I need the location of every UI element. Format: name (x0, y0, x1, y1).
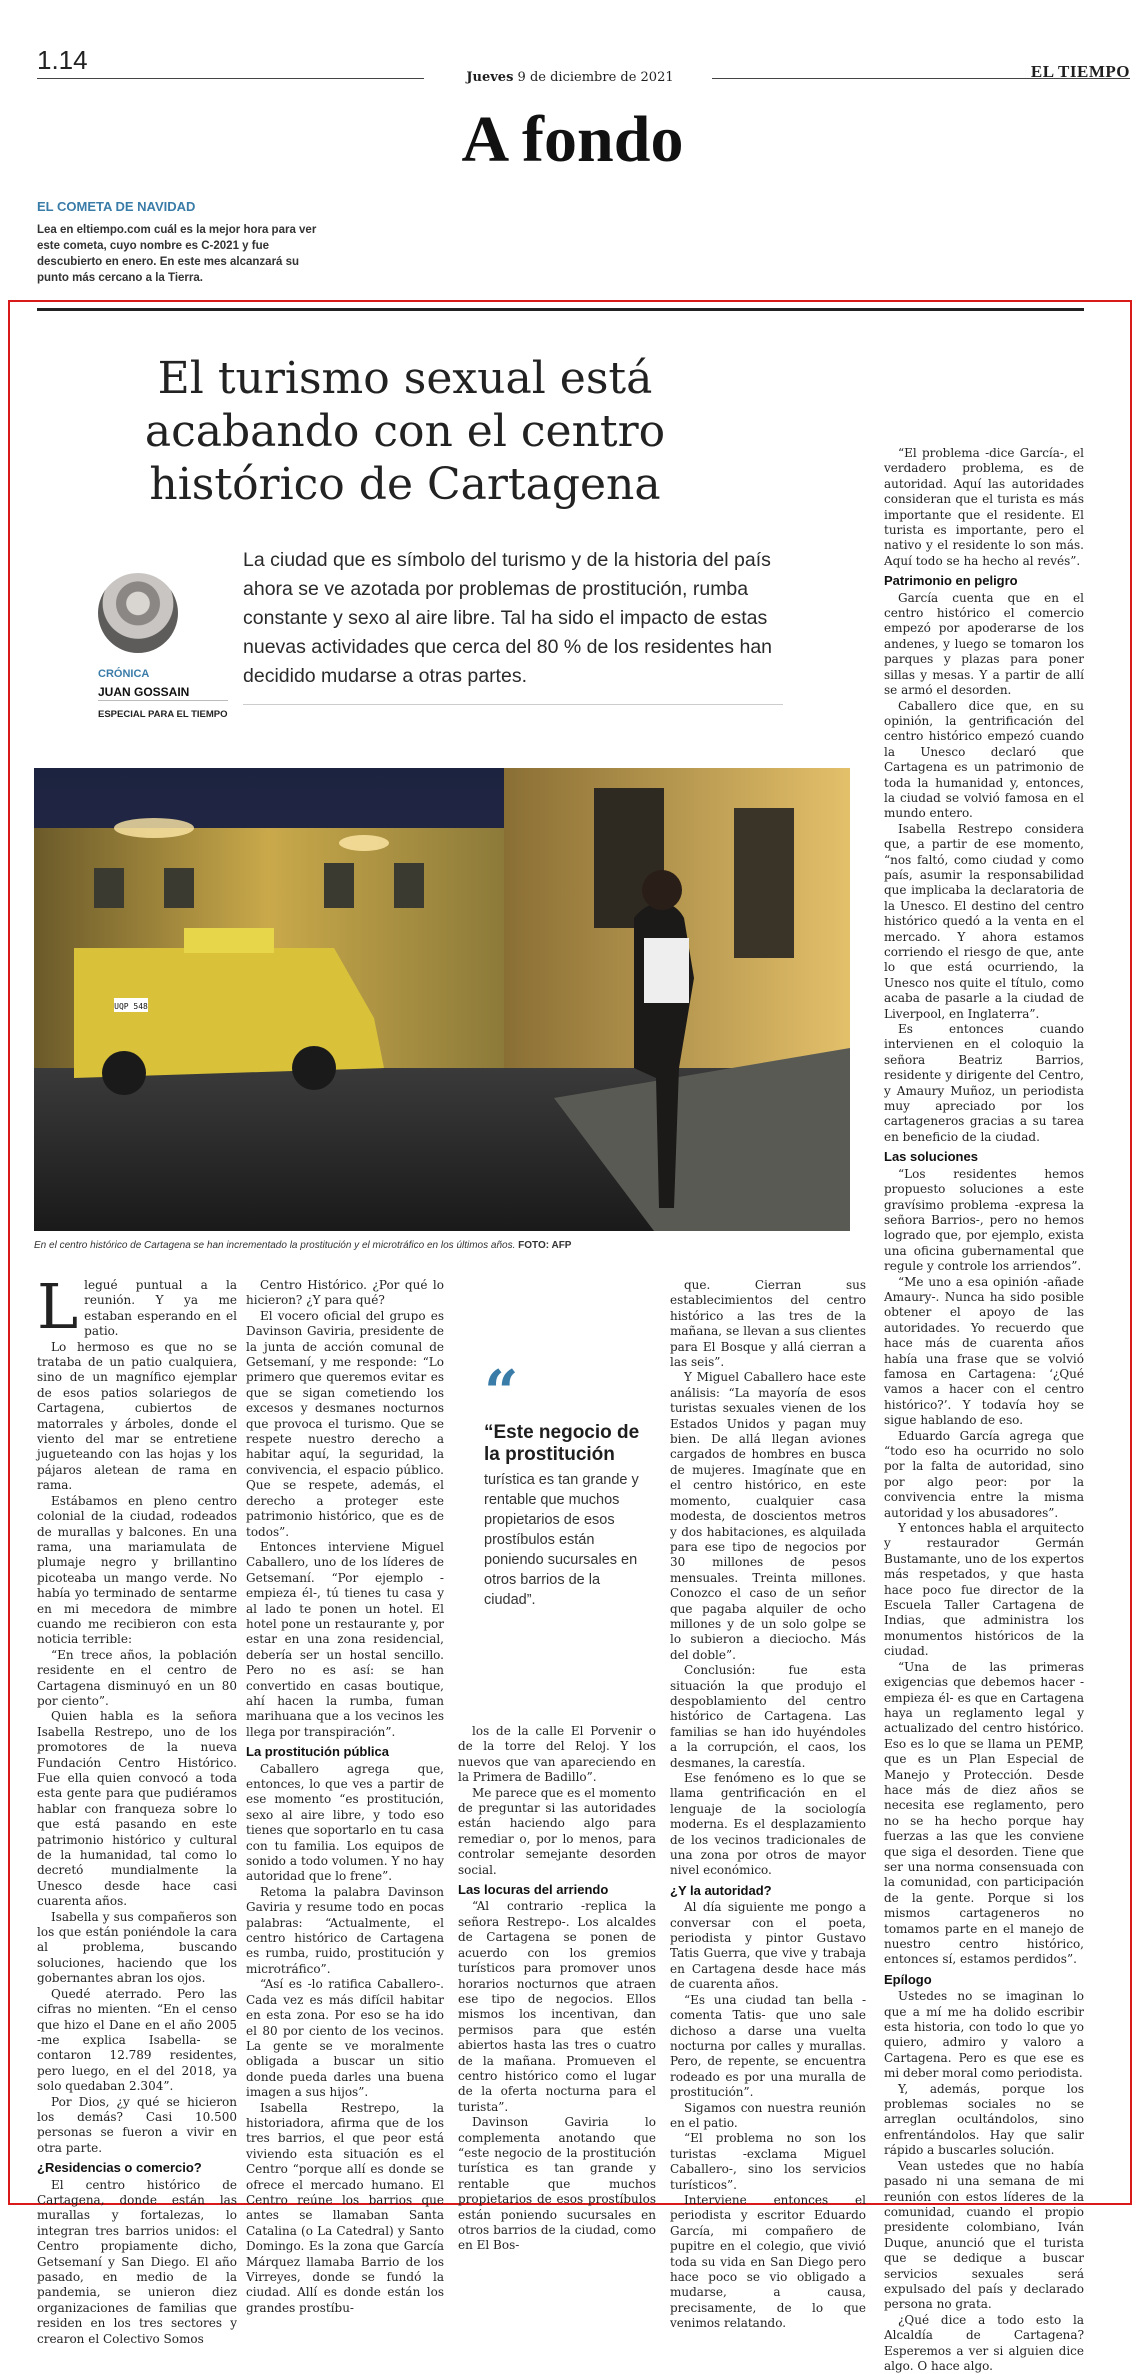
paragraph: Entonces interviene Miguel Caballero, uno de los líderes de Getsemaní. “Por ejemplo -empieza él-, tú tienes tu casa y al lado te ponen un hotel. El hotel pone un restaurante y, por estar en una zona residencial, debería ser un hostal sencillo. Pero no es así: se han convertido en casas boutique, ahí hacen la rumba, fuman marihuana que a los vecinos les llega por transpiración”. (246, 1539, 444, 1739)
paragraph: “Es una ciudad tan bella -comenta Tatis- que uno sale dichoso a darse una vuelta nocturna por calles y murallas. Pero, de repente, se encuentra rodeado es por una muralla de prostitución”. (670, 1992, 866, 2100)
article-column-2 (246, 1278, 444, 2316)
paragraph: El vocero oficial del grupo es Davinson Gaviria, presidente de la junta de acción comunal de Getsemaní, y me responde: “Lo primero que queremos evitar es que se sigan cometiendo los excesos y desmanes nocturnos que provoca el turismo. Que se respete nuestro derecho a habitar aquí, la seguridad, la convivencia, el espacio público. Que se respete, además, el derecho a proteger este patrimonio histórico, que es de todos”. (246, 1308, 444, 1539)
pull-quote (484, 1358, 642, 1610)
paragraph: “Al contrario -replica la señora Restrepo-. Los alcaldes de Cartagena se ponen de acuerdo con los gremios turísticos para promover unos horarios nocturnos que atraen ese tipo de negocios. Ellos mismos los incentivan, dan permisos para que estén abiertos hasta las tres o cuatro de la mañana. Promueven el centro histórico como el lugar de la oferta nocturna para el turista”. (458, 1899, 656, 2114)
paragraph: Por Dios, ¿y qué se hicieron los demás? Casi 10.500 personas se fueron a vivir en otra parte. (37, 2094, 237, 2155)
article-top-rule (37, 308, 1084, 311)
paragraph: Caballero agrega que, entonces, lo que ves a partir de ese momento “es prostitución, sexo al aire libre, y todo eso tienes que soportarlo en tu casa con tu familia. Los equipos de sonido a todo volumen. Y no hay autoridad que lo frene”. (246, 1761, 444, 1884)
byline-rule (98, 700, 228, 701)
publication-name: EL TIEMPO (1030, 62, 1130, 81)
paragraph: Quedé aterrado. Pero las cifras no mienten. “En el censo que hizo el Dane en el año 2005 -me explica Isabella- se contaron 12.789 residentes, pero luego, en el del 2018, ya solo quedaban 2.304”. (37, 1986, 237, 2094)
teaser-text: Lea en eltiempo.com cuál es la mejor hora para ver este cometa, cuyo nombre es C-2021 y fue descubierto en enero. En este mes alcanzará su punto más cercano a la Tierra. (37, 224, 317, 284)
paragraph: Ese fenómeno es lo que se llama gentrificación en el lenguaje de la sociología moderna. Es el desplazamiento de los vecinos tradicionales de una zona por otros de mayor nivel económico. (670, 1771, 866, 1878)
paragraph: Eduardo García agrega que “todo eso ha ocurrido no solo por la falta de autoridad, sino por algo peor: por la convivencia entre la misma autoridad y los abusadores”. (884, 1428, 1084, 1520)
paragraph: “El problema -dice García-, el verdadero problema, es de autoridad. Aquí las autoridades consideran que el turista es más importante que el residente. El turista es importante, pero el nativo y el residente lo son más. Aquí todo se ha hecho al revés”. (884, 446, 1084, 568)
paragraph: Y entonces habla el arquitecto y restaurador Germán Bustamante, uno de los expertos más respetados, y que hasta hace poco fue director de la Escuela Taller Cartagena de Indias, que administra los monumentos históricos de la ciudad. (884, 1521, 1084, 1659)
article-column-4 (670, 1278, 866, 2332)
paragraph: Y, además, porque los problemas sociales no se arreglan ocultándolos, sino enfrentándolos. Hay que salir rápido a buscarles solución. (884, 2081, 1084, 2158)
subheading: Las soluciones (884, 1149, 978, 1165)
subheading: La prostitución pública (246, 1744, 390, 1760)
paragraph: Centro Histórico. ¿Por qué lo hicieron? ¿Y para qué? (246, 1278, 444, 1308)
paragraph: Ustedes no se imaginan lo que a mí me ha dolido escribir esta historia, con todo lo que yo quiero, admiro y valoro a Cartagena. Pero es que ese es mi deber moral como periodista. (884, 1989, 1084, 2081)
paragraph: El centro histórico de Cartagena, donde están las murallas y fortalezas, lo integran tres barrios unidos: el Centro propiamente dicho, Getsemaní y San Diego. El año pasado, en medio de la pandemia, se unieron diez organizaciones de familias que residen en los tres sectores y crearon el Colectivo Somos (37, 2177, 237, 2346)
paragraph: Caballero dice que, en su opinión, la gentrificación del centro histórico empezó cuando la Unesco declaró que Cartagena es un patrimonio de toda la humanidad y, entonces, la ciudad se volvió famosa en el mundo entero. (884, 698, 1084, 821)
paragraph: Isabella Restrepo, la historiadora, afirma que de los tres barrios, el que peor está viviendo esta situación es el Centro “porque allí es donde se ofrece el mercado humano. El Centro reúne los barrios que antes se llamaban Santa Catalina (o La Catedral) y Santo Domingo. Es la zona que García Márquez llamaba Barrio de los Virreyes, donde se fundó la ciudad. Allí es donde están los grandes prostíbu- (246, 2100, 444, 2315)
paragraph: Isabella y sus compañeros son los que están poniéndole la cara al problema, buscando soluciones, haciendo que los gobernantes abran los ojos. (37, 1909, 237, 1986)
paragraph: Al día siguiente me pongo a conversar con el poeta, periodista y pintor Gustavo Tatis Guerra, que vive y trabaja en Cartagena desde hace más de cuarenta años. (670, 1900, 866, 1992)
paragraph: Llegué puntual a la reunión. Y ya me estaban esperando en el patio. (37, 1270, 237, 1343)
paragraph: que. Cierran sus establecimientos del centro histórico a las tres de la mañana, se llevan a sus clientes para El Bosque y allá cierran a las seis”. (670, 1278, 866, 1370)
article-lead: La ciudad que es símbolo del turismo y de la historia del país ahora se ve azotada por problemas de prostitución, rumba constante y sexo al aire libre. Tal ha sido el impacto de estas nuevas actividades que cerca del 80 % de los residentes han decidido mudarse a otras partes. (243, 549, 773, 687)
byline-tag: CRÓNICA (98, 668, 150, 680)
paragraph: “En trece años, la población residente en el centro de Cartagena disminuyó en un 80 por ciento”. (37, 1647, 237, 1708)
paragraph: “Me uno a esa opinión -añade Amaury-. Nunca ha sido posible obtener el apoyo de las autoridades. Yo recuerdo que hace más de cuarenta años había una frase que se volvió famosa en Cartagena: ‘¿Qué vamos a hacer con el centro histórico?’. Y todavía hoy se sigue hablando de eso. (884, 1274, 1084, 1428)
paragraph: “Los residentes hemos propuesto soluciones a este gravísimo problema -expresa la señora Barrios-, pero no hemos logrado que, por ejemplo, exista una oficina gubernamental que regule y controle los arriendos”. (884, 1166, 1084, 1274)
issue-date (420, 70, 720, 85)
photo-caption (34, 1240, 854, 1251)
pull-quote-text: turística es tan grande y rentable que muchos propietarios de esos prostíbulos están poniendo sucursales en otros barrios de la ciudad”. (484, 1472, 639, 1608)
issue-date-rest: 9 de diciembre de 2021 (513, 70, 674, 85)
photo-caption-text: En el centro histórico de Cartagena se han incrementado la prostitución y el microtráfico en los últimos años. (34, 1240, 516, 1251)
paragraph: García cuenta que en el centro histórico el comercio empezó por apoderarse de los andenes, y luego se tomaron los parques y plazas para poner sillas y mesas. Y a partir de allí se armó el desorden. (884, 590, 1084, 698)
subheading: ¿Y la autoridad? (670, 1882, 772, 1898)
paragraph: Y Miguel Caballero hace este análisis: “La mayoría de esos turistas sexuales vienen de los Estados Unidos y pagan muy bien. De allá llegan aviones cargados de hombres en busca de mujeres. Imagínate que en el centro histórico, en este momento, cualquier casa modesta, de doscientos metros y dos habitaciones, es alquilada para ese tipo de negocios por 30 millones de pesos mensuales. Treinta millones. Conozco el caso de un señor que pagaba alquiler de ocho millones y de un solo golpe se lo subieron a dieciocho. Más del doble”. (670, 1370, 866, 1662)
paragraph: Es entonces cuando intervienen en el coloquio la señora Beatriz Barrios, residente y dirigente del Centro, y Amaury Muñoz, un periodista muy apreciado por los cartageneros gracias a su tarea en beneficio de la ciudad. (884, 1022, 1084, 1144)
paragraph: Retoma la palabra Davinson Gaviria y resume todo en pocas palabras: “Actualmente, el centro histórico de Cartagena es rumba, ruido, prostitución y microtráfico”. (246, 1884, 444, 1976)
author-avatar (98, 573, 178, 653)
header-rule-left (37, 78, 424, 79)
paragraph: Sigamos con nuestra reunión en el patio. (670, 2100, 866, 2130)
lead-rule (243, 704, 783, 705)
article-headline: El turismo sexual está acabando con el centro histórico de Cartagena (144, 353, 666, 510)
taxi-plate-text: UQP 548 (114, 1002, 148, 1011)
paragraph: Quien habla es la señora Isabella Restrepo, uno de los promotores de la nueva Fundación Centro Histórico. Fue ella quien convocó a toda esta gente para que pudiéramos hablar con franqueza sobre lo que está pasando en este patrimonio histórico y cultural de la humanidad, tal como lo decretó mundialmente la Unesco desde hace casi cuarenta años. (37, 1709, 237, 1909)
quote-mark-icon: “ (484, 1358, 519, 1428)
page-number: 1.14 (37, 45, 88, 75)
byline-special: ESPECIAL PARA EL TIEMPO (98, 709, 228, 720)
paragraph: “Una de las primeras exigencias que debemos hacer -empieza él- es que en Cartagena haya un reglamento legal y actualizado del centro histórico. Eso es lo que se llama un PEMP, que es un Plan Especial de Manejo y Protección. Desde hace más de diez años se necesita ese reglamento, pero no se ha hecho porque hay fuerzas a las que les conviene que siga el desorden. Tiene que ser una norma consensuada con la comunidad, con participación de la gente. Porque si los mismos cartageneros no tomamos parte en el manejo de nuestro centro histórico, entonces sí, estamos perdidos”. (884, 1659, 1084, 1967)
paragraph: ¿Qué dice a todo esto la Alcaldía de Cartagena? Esperemos a ver si alguien dice algo. O hace algo. (884, 2312, 1084, 2373)
photo-credit: FOTO: AFP (518, 1240, 572, 1251)
paragraph: Lo hermoso es que no se trataba de un patio cualquiera, sino de un magnífico ejemplar de esos patios solariegos de Cartagena, cubiertos de matorrales y árboles, donde el viento del mar se entretiene jugueteando con las hojas y los pájaros aletean de rama en rama. (37, 1339, 237, 1493)
author-name: JUAN GOSSAIN (98, 685, 190, 699)
paragraph: Davinson Gaviria lo complementa anotando que “este negocio de la prostitución turística es tan grande y rentable que muchos propietarios de esos prostíbulos están poniendo sucursales en otros barrios de la ciudad, como en El Bos- (458, 2115, 656, 2253)
street-night-photo (34, 768, 850, 1231)
paragraph: Estábamos en pleno centro colonial de la ciudad, rodeados de murallas y balcones. En una rama, una mariamulata de plumaje negro y brillantino picoteaba un mango verde. No había yo terminado de sentarme en mi mecedora de mimbre cuando me recibieron con esta noticia terrible: (37, 1493, 237, 1647)
pull-quote-title: “Este negocio de la prostitución (484, 1422, 640, 1465)
section-title: A fondo (461, 103, 684, 176)
paragraph: Vean ustedes que no había pasado ni una semana de mi reunión con estos líderes de la comunidad, cuando el propio presidente colombiano, Iván Duque, anunció que el turista que se dedique a buscar servicios sexuales será expulsado del país y declarado persona no grata. (884, 2158, 1084, 2312)
teaser-title: EL COMETA DE NAVIDAD (37, 199, 196, 214)
issue-day: Jueves (466, 70, 514, 85)
paragraph: Me parece que es el momento de preguntar si las autoridades están haciendo algo para remediar o, por lo menos, para controlar semejante desorden social. (458, 1785, 656, 1877)
subheading: Las locuras del arriendo (458, 1882, 609, 1898)
paragraph: “Así es -lo ratifica Caballero-. Cada vez es más difícil habitar en esta zona. Por eso se ha ido el 80 por ciento de los vecinos. La gente se ve moralmente obligada a buscar un sitio donde pueda darles una buena imagen a sus hijos”. (246, 1977, 444, 2100)
article-photo (34, 768, 850, 1231)
subheading: Epílogo (884, 1971, 932, 1987)
subheading: ¿Residencias o comercio? (37, 2160, 202, 2176)
article-column-1 (37, 1270, 237, 2347)
paragraph: Conclusión: fue esta situación la que produjo el despoblamiento del centro histórico de Cartagena. Las familias se han ido huyéndoles a la corrupción, el caos, los desmanes, la carestía. (670, 1663, 866, 1770)
paragraph: “El problema no son los turistas -exclama Miguel Caballero-, sino los servicios turísticos”. (670, 2131, 866, 2192)
article-column-3 (458, 1724, 656, 2254)
subheading: Patrimonio en peligro (884, 573, 1018, 589)
paragraph: los de la calle El Porvenir o de la torre del Reloj. Y los nuevos que van apareciendo en la Primera de Badillo”. (458, 1724, 656, 1785)
article-column-5 (884, 446, 1084, 2374)
paragraph: Isabella Restrepo considera que, a partir de ese momento, “nos faltó, como ciudad y como país, asumir la responsabilidad que implicaba la declaratoria de la Unesco. El destino del centro histórico quedó a la venta en el mercado. Y ahora estamos corriendo el riesgo de que, ante lo que está ocurriendo, la Unesco nos quite el título, como acaba de pasarle a la ciudad de Liverpool, en Inglaterra”. (884, 821, 1084, 1021)
paragraph: Interviene entonces el periodista y escritor Eduardo García, mi compañero de pupitre en el colegio, que vivió toda su vida en San Diego pero hace poco se vio obligado a mudarse, a causa, precisamente, de lo que venimos relatando. (670, 2192, 866, 2331)
